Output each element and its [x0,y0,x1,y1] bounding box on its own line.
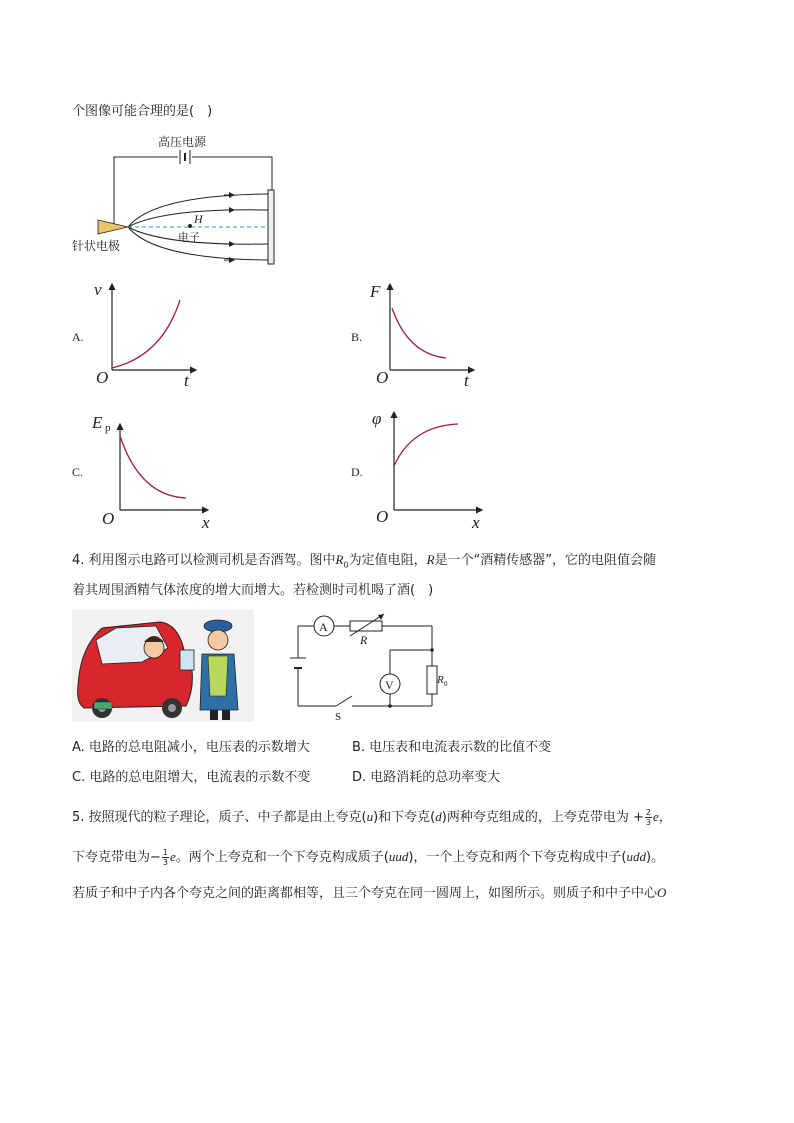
c-origin: O [102,509,115,528]
q4-stem-line2: 着其周围酒精气体浓度的增大而增大。若检测时司机喝了酒( ) [72,583,434,598]
a-x-label: t [184,371,189,390]
q5-stem-line3: 若质子和中子内各个夸克之间的距离都相等，且三个夸克在同一圆周上，如图所示。则质子和中子中心O [72,885,667,901]
c-y-label: E [92,413,103,432]
needle-electrode [98,220,128,234]
q4-option-d: D. 电路消耗的总功率变大 [352,770,501,785]
q4-option-c: C. 电路的总电阻增大，电流表的示数不变 [72,770,311,785]
q5-stem-line1: 5. 按照现代的粒子理论，质子、中子都是由上夸克(u)和下夸克(d)两种夸克组成的，上夸克带电为 + $\frac{2}{3}$ e， [72,808,672,827]
c-x-label: x [202,513,210,532]
q4-option-b: B. 电压表和电流表示数的比值不变 [352,740,552,755]
c-y-sub: p [105,422,111,434]
d-x-label: x [472,513,480,532]
resistor-label: R [437,674,444,686]
a-origin: O [96,368,109,387]
b-origin: O [376,368,389,387]
option-a-letter: A. [72,330,84,344]
electron-label: 电子 [178,231,200,244]
electrode-field-figure [94,130,284,270]
d-y-label: φ [372,409,382,428]
point-h-label: H [194,212,203,226]
a-y-label: v [94,280,102,299]
curve-a [112,300,180,368]
voltmeter-label: V [385,678,394,692]
alcohol-circuit [286,610,446,722]
drunk-driving-illustration [72,610,254,722]
q3-stem-tail: 个图像可能合理的是( ) [72,104,213,119]
q4-stem-line1: 4. 利用图示电路可以检测司机是否酒驾。图中$R_0$为定值电阻，R是一个“酒精传感器”，它的电阻值会随 [72,552,657,570]
curve-d [394,424,458,466]
plate [268,190,274,264]
graph-b [370,278,480,388]
electrode-label-text: 针状电极 [72,239,121,253]
option-c-letter: C. [72,465,84,479]
q4-option-a: A. 电路的总电阻减小，电压表的示数增大 [72,740,310,755]
graph-d [372,404,492,532]
graph-c [90,404,220,532]
graph-a [92,278,202,388]
curve-c [120,436,186,498]
source-label: 高压电源 [158,135,207,149]
switch-label: S [335,711,342,723]
b-y-label: F [370,282,381,301]
ammeter-label: A [319,620,328,634]
curve-b [392,308,446,358]
resistor-sub: 0 [444,680,448,688]
option-b-letter: B. [351,330,363,344]
option-d-letter: D. [351,465,363,479]
q5-stem-line2: 下夸克带电为− $\frac{1}{3}$ e。两个上夸克和一个下夸克构成质子(uud)，一个上夸克和两个下夸克构成中子(udd)。 [72,848,665,867]
d-origin: O [376,507,389,526]
sensor-label: R [360,633,368,647]
b-x-label: t [464,371,469,390]
